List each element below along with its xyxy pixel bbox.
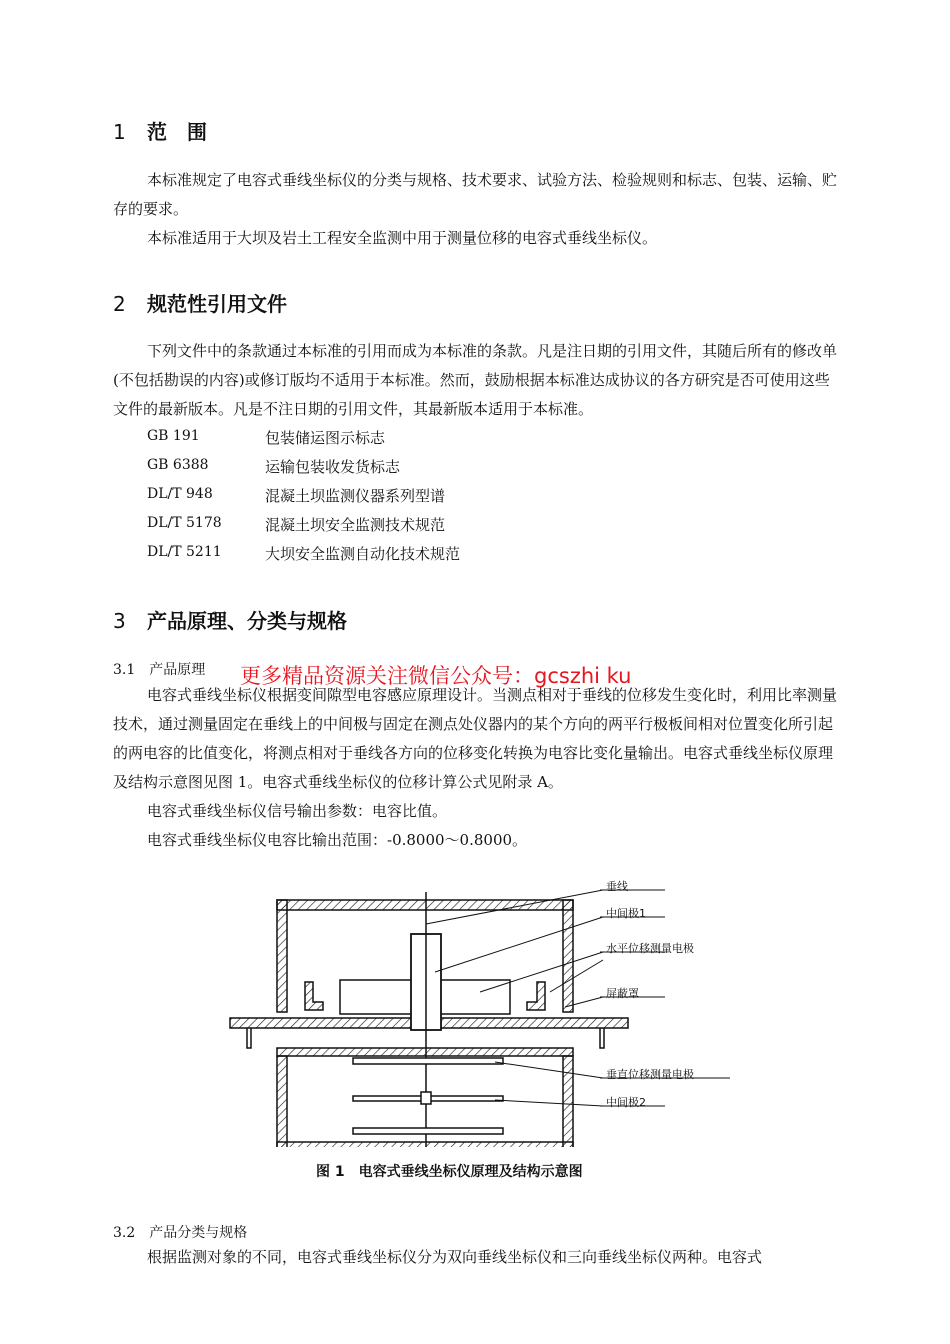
subsection-3-2-paragraph: 根据监测对象的不同，电容式垂线坐标仪分为双向垂线坐标仪和三向垂线坐标仪两种。电容式	[147, 1248, 763, 1266]
label-middle-pole-1: 中间极1	[606, 907, 646, 920]
subsection-3-1-paragraph-1: 电容式垂线坐标仪根据变间隙型电容感应原理设计。当测点相对于垂线的位移发生变化时，利用比率测量技术，通过测量固定在垂线上的中间极与固定在测点处仪器内的某个方向的两平行极板间相对位置变化所引起的两电容的比值变化，将测点相对于垂线各方向的位移变化转换为电容比变化量输出。电容式垂线坐标仪原理及结构示意图见图 1。电容式垂线坐标仪的位移计算公式见附录 A。	[113, 686, 838, 791]
reference-title: 运输包装收发货标志	[265, 458, 401, 476]
reference-code: DL/T 948	[147, 486, 213, 502]
reference-title: 大坝安全监测自动化技术规范	[265, 545, 461, 563]
figure-1-caption: 图 1 电容式垂线坐标仪原理及结构示意图	[316, 1164, 583, 1180]
reference-code: DL/T 5178	[147, 515, 222, 531]
reference-code: GB 6388	[147, 457, 209, 473]
section-1-paragraph-1: 本标准规定了电容式垂线坐标仪的分类与规格、技术要求、试验方法、检验规则和标志、包装、运输、贮存的要求。	[113, 171, 838, 218]
reference-title: 混凝土坝监测仪器系列型谱	[265, 487, 446, 505]
vertical-electrode-bottom	[353, 1128, 503, 1134]
subsection-3-1-paragraph-2: 电容式垂线坐标仪信号输出参数：电容比值。	[147, 802, 448, 820]
bracket-right	[527, 982, 545, 1010]
label-middle-pole-2: 中间极2	[606, 1096, 646, 1109]
reference-title: 包装储运图示标志	[265, 429, 386, 447]
section-3-heading	[113, 605, 347, 634]
label-shield: 屏蔽罩	[606, 987, 639, 1000]
vertical-electrode-top	[353, 1058, 503, 1064]
reference-code: DL/T 5211	[147, 544, 222, 560]
label-plumb-line: 垂线	[606, 880, 628, 893]
section-3-number: 3	[113, 609, 126, 633]
section-2-heading	[113, 288, 287, 317]
subsection-3-2-title: 产品分类与规格	[149, 1225, 248, 1241]
section-3-title: 产品原理、分类与规格	[147, 609, 347, 633]
figure-1-diagram	[225, 872, 735, 1147]
subsection-3-1-number: 3.1	[113, 662, 136, 678]
reference-title: 混凝土坝安全监测技术规范	[265, 516, 446, 534]
label-horizontal-electrode: 水平位移测量电极	[606, 942, 694, 955]
subsection-3-1-paragraph-3: 电容式垂线坐标仪电容比输出范围：-0.8000～0.8000。	[147, 831, 528, 849]
watermark: 更多精品资源关注微信公众号：gcszhi ku	[240, 664, 632, 688]
subsection-3-1-title: 产品原理	[149, 662, 206, 678]
subsection-3-1-heading	[113, 659, 205, 679]
subsection-3-2-number: 3.2	[113, 1225, 136, 1241]
reference-code: GB 191	[147, 428, 200, 444]
bracket-left	[305, 982, 323, 1010]
section-1-heading	[113, 116, 207, 145]
section-2-number: 2	[113, 292, 126, 316]
section-1-paragraph-2: 本标准适用于大坝及岩土工程安全监测中用于测量位移的电容式垂线坐标仪。	[147, 229, 658, 247]
section-2-title: 规范性引用文件	[147, 292, 287, 316]
subsection-3-2-heading	[113, 1222, 247, 1242]
middle-pole-2-clamp	[421, 1092, 431, 1104]
section-1-number: 1	[113, 120, 126, 144]
label-vertical-electrode: 垂直位移测量电极	[606, 1068, 694, 1081]
section-2-intro: 下列文件中的条款通过本标准的引用而成为本标准的条款。凡是注日期的引用文件，其随后所有的修改单(不包括勘误的内容)或修订版均不适用于本标准。然而，鼓励根据本标准达成协议的各方研究是否可使用这些文件的最新版本。凡是不注日期的引用文件，其最新版本适用于本标准。	[113, 342, 838, 418]
section-1-title: 范 围	[147, 120, 207, 144]
